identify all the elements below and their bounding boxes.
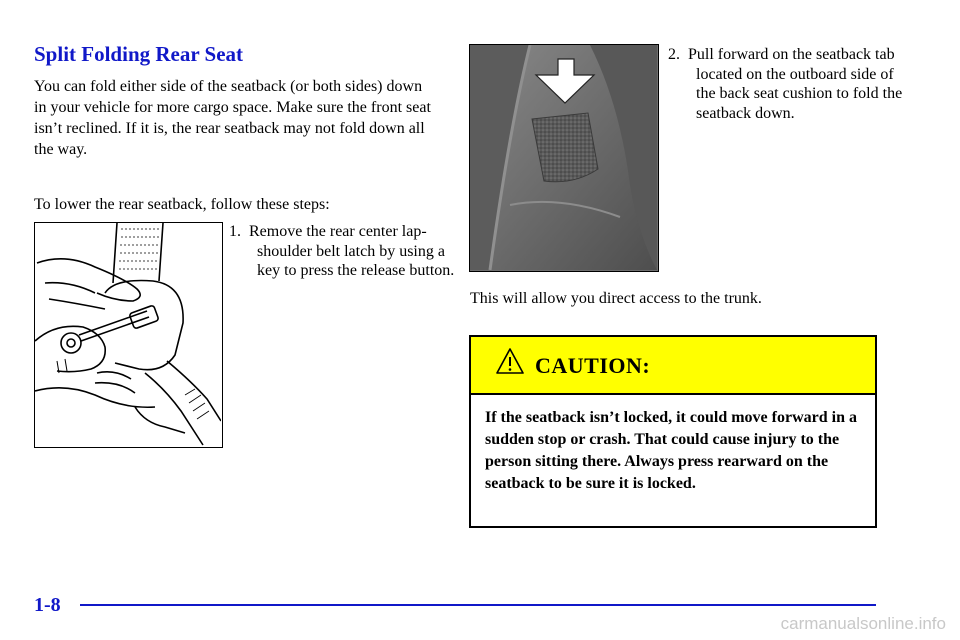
steps-intro-paragraph: To lower the rear seatback, follow these steps:: [34, 196, 330, 213]
watermark: carmanualsonline.info: [780, 614, 946, 633]
caution-header: [471, 337, 875, 395]
step-1-number: 1.: [229, 223, 241, 240]
step-2-number: 2.: [668, 46, 680, 63]
footer-rule: [80, 604, 876, 606]
step-1: [229, 222, 457, 281]
step-2: [668, 45, 916, 123]
step-2-text: Pull forward on the seatback tab located on the outboard side of the back seat cushion to fold the seatback down.: [688, 46, 903, 122]
warning-triangle-icon: [495, 347, 525, 375]
belt-latch-illustration: [34, 222, 223, 448]
seatback-tab-photo: [469, 44, 659, 272]
caution-title: CAUTION:: [535, 353, 651, 378]
caution-text: If the seatback isn’t locked, it could move forward in a sudden stop or crash. That could cause injury to the person sitting there. Always press rearward on the seatback to be sure it is locked.: [485, 409, 857, 492]
page-number: 1-8: [34, 594, 61, 616]
intro-paragraph: You can fold either side of the seatback (or both sides) down in your vehicle for more cargo space. Make sure the front seat isn’t reclined. If it is, the rear seatback may not fold down all the way.: [34, 78, 431, 158]
step-1-text: Remove the rear center lap-shoulder belt latch by using a key to press the release button.: [249, 223, 455, 279]
caution-box: [469, 335, 877, 528]
section-title: Split Folding Rear Seat: [34, 42, 244, 66]
trunk-access-note: This will allow you direct access to the trunk.: [470, 290, 762, 307]
